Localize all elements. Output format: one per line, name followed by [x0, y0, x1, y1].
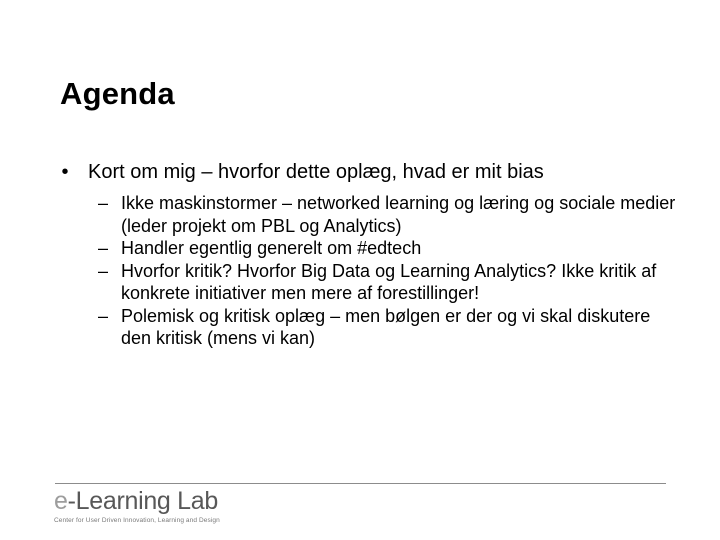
sub-bullet-text: Polemisk og kritisk oplæg – men bølgen er der og vi skal diskutere den kritisk (mens vi kan): [121, 305, 651, 348]
sub-bullet-item: [58, 260, 681, 305]
logo-prefix: e: [54, 487, 68, 515]
dash-marker: –: [98, 260, 109, 281]
dash-marker: –: [98, 193, 109, 213]
slide-title: Agenda: [60, 76, 175, 111]
logo-rest: -Learning Lab: [67, 487, 218, 515]
dash-marker: –: [98, 238, 109, 258]
sub-bullet-item: [58, 192, 681, 237]
sub-bullet-text: Handler egentlig generelt om #edtech: [121, 238, 422, 258]
bullet-marker: •: [61, 161, 69, 183]
sub-bullet-text: Ikke maskinstormer – networked learning og læring og sociale medier (leder projekt om PBL og Analytics): [121, 193, 676, 236]
logo-wordmark: [54, 487, 220, 515]
sub-bullet-text: Hvorfor kritik? Hvorfor Big Data og Learning Analytics? Ikke kritik af konkrete initiativer men mere af forestillinger!: [121, 260, 657, 303]
bullet-text: Kort om mig – hvorfor dette oplæg, hvad er mit bias: [88, 161, 544, 183]
bullet-item: [58, 160, 698, 184]
elearning-lab-logo: [54, 487, 220, 524]
sub-bullet-list: [58, 192, 698, 350]
sub-bullet-item: [58, 237, 681, 260]
footer-divider: [55, 483, 666, 484]
bullet-list: [58, 160, 698, 350]
sub-bullet-item: [58, 305, 681, 350]
logo-tagline: Center for User Driven Innovation, Learning and Design: [54, 517, 220, 524]
dash-marker: –: [98, 305, 109, 326]
